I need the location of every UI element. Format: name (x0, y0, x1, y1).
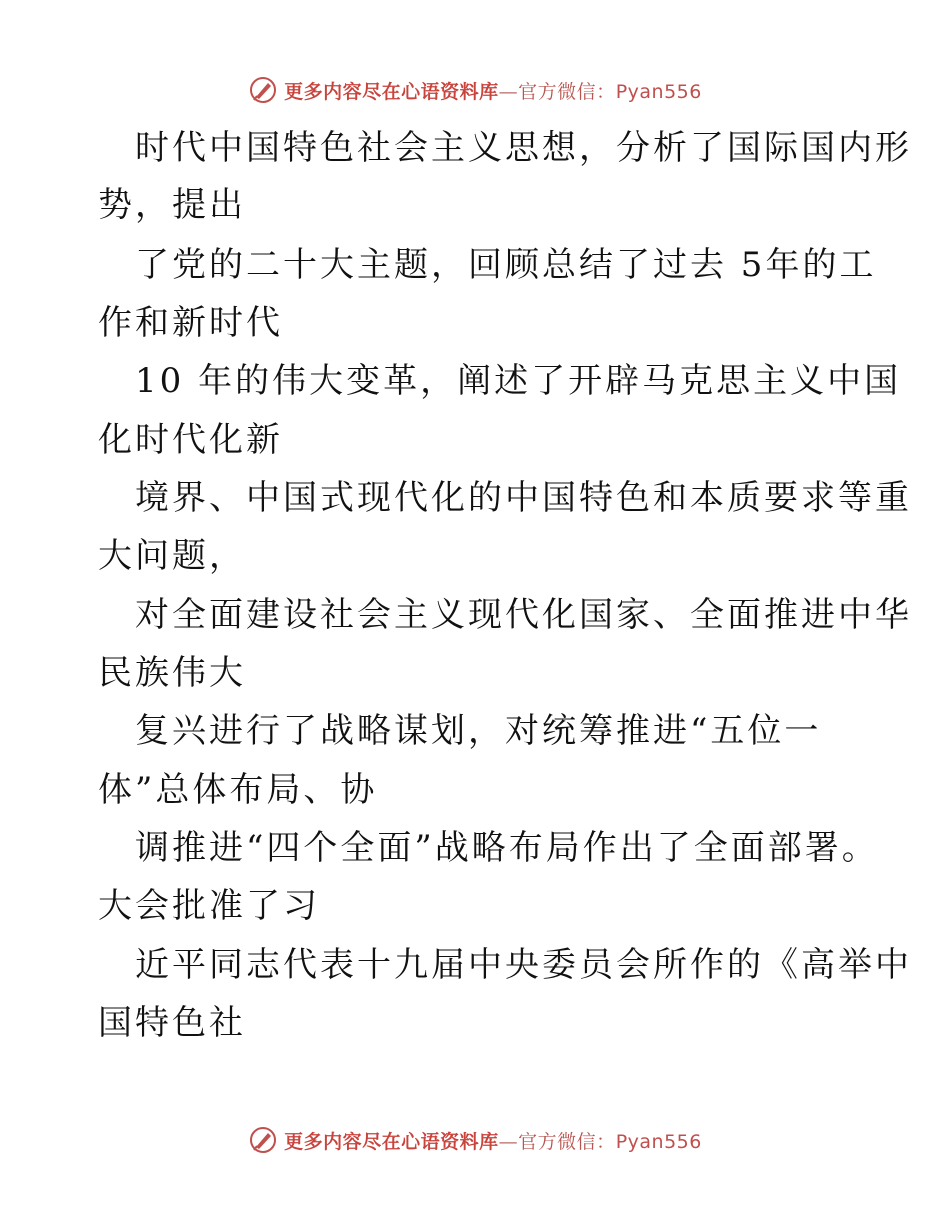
body-line: 作和新时代 (98, 303, 283, 343)
body-line: 大问题， (98, 536, 246, 576)
body-line: 体”总体布局、协 (98, 770, 378, 810)
footer-dash: — (498, 1130, 519, 1153)
body-line: 复兴进行了战略谋划，对统筹推进“五位一 (135, 711, 822, 751)
body-line: 近平同志代表十九届中央委员会所作的《高举中 (135, 945, 912, 985)
body-line: 了党的二十大主题，回顾总结了过去 5年的工 (135, 245, 877, 285)
header-wechat-label: 官方微信： (518, 80, 616, 103)
header-site-text: 更多内容尽在心语资料库 (284, 80, 499, 103)
body-line: 10 年的伟大变革，阐述了开辟马克思主义中国 (135, 361, 902, 401)
header-dash: — (498, 80, 519, 103)
body-line: 国特色社 (98, 1003, 246, 1043)
header-banner (0, 70, 950, 110)
footer-wechat-label: 官方微信： (518, 1130, 616, 1153)
body-line: 大会批准了习 (98, 886, 320, 926)
body-line: 势，提出 (98, 185, 246, 225)
header-text (284, 77, 702, 104)
body-line: 化时代化新 (98, 420, 283, 460)
footer-text (284, 1127, 702, 1154)
body-line: 调推进“四个全面”战略布局作出了全面部署。 (135, 828, 879, 868)
footer-banner (0, 1120, 950, 1160)
quill-logo-icon (248, 75, 278, 105)
header-wechat-id: Pyan556 (615, 80, 702, 103)
body-line: 对全面建设社会主义现代化国家、全面推进中华 (135, 595, 912, 635)
footer-site-text: 更多内容尽在心语资料库 (284, 1130, 499, 1153)
quill-logo-icon (248, 1125, 278, 1155)
body-line: 时代中国特色社会主义思想，分析了国际国内形 (135, 128, 912, 168)
body-line: 境界、中国式现代化的中国特色和本质要求等重 (135, 478, 912, 518)
footer-wechat-id: Pyan556 (615, 1130, 702, 1153)
body-line: 民族伟大 (98, 653, 246, 693)
